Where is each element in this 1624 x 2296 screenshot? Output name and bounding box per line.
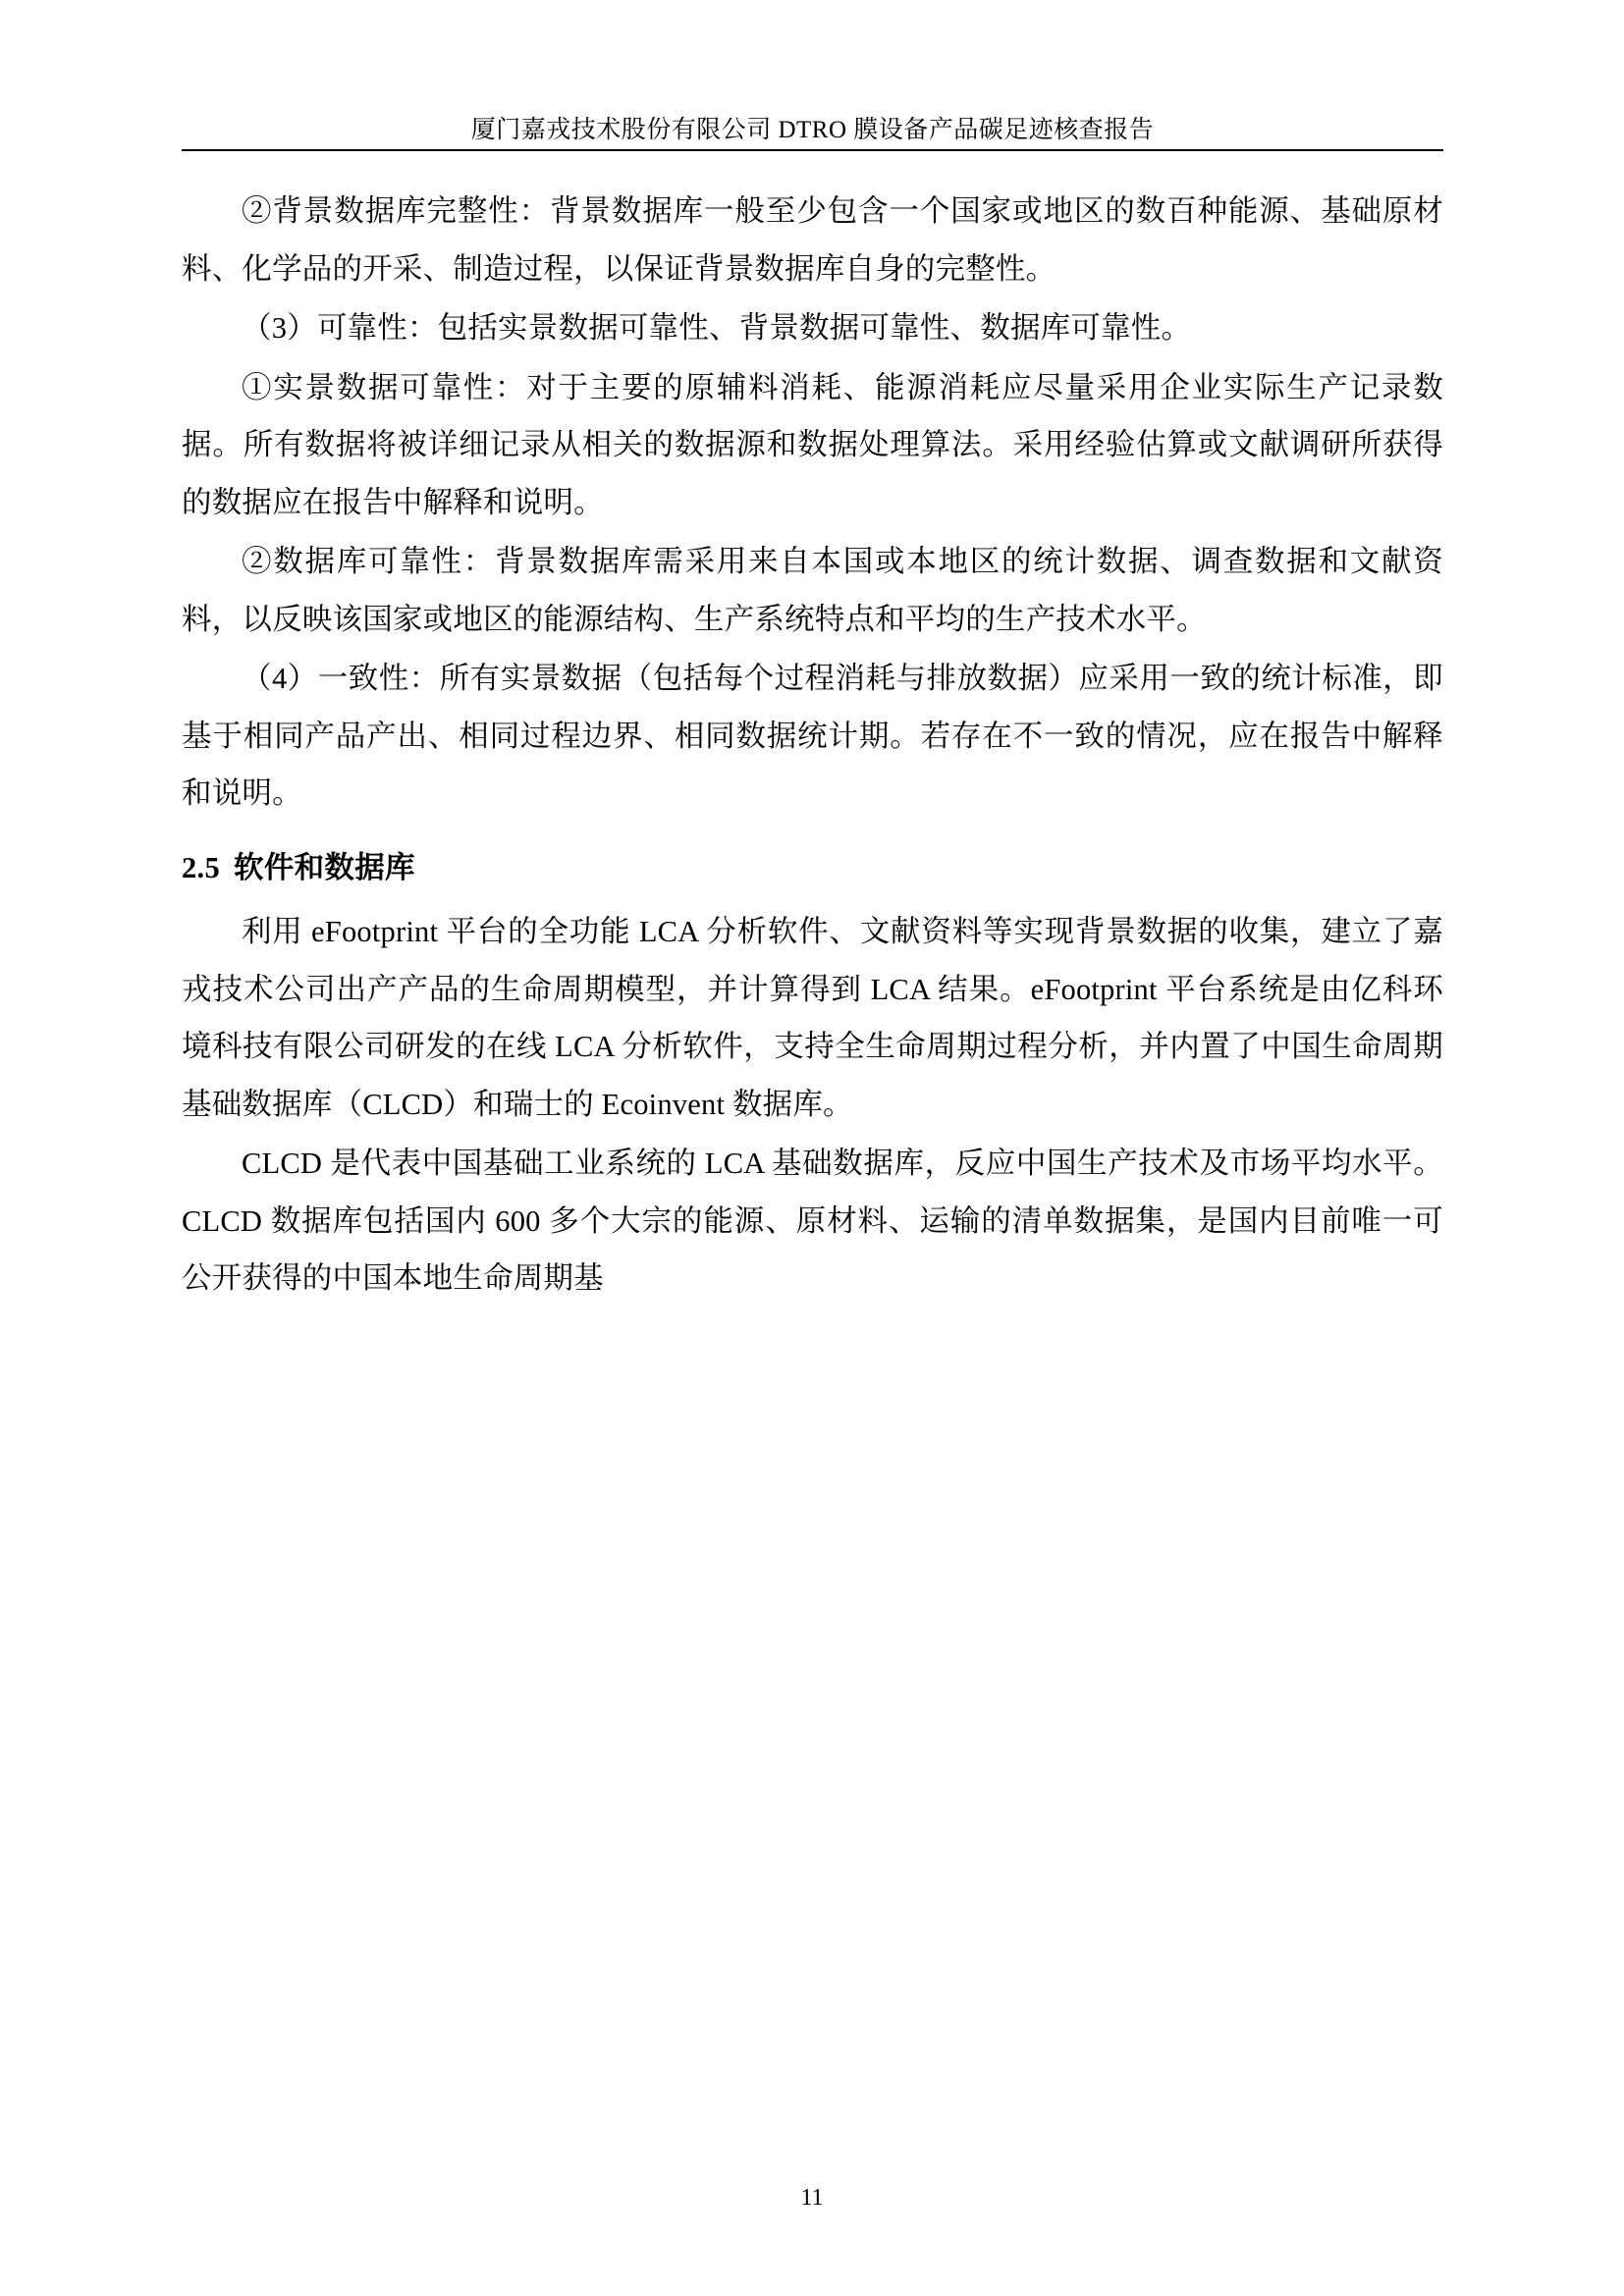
section-paragraph-2: CLCD 是代表中国基础工业系统的 LCA 基础数据库，反应中国生产技术及市场平均水平。CLCD 数据库包括国内 600 多个大宗的能源、原材料、运输的清单数据集，是国内目前唯一可公开获得的中国本地生命周期基 bbox=[182, 1147, 1443, 1296]
page-content bbox=[182, 183, 1443, 1309]
section-number: 2.5 bbox=[182, 851, 221, 885]
paragraph-1: ②背景数据库完整性：背景数据库一般至少包含一个国家或地区的数百种能源、基础原材料、化学品的开采、制造过程，以保证背景数据库自身的完整性。 bbox=[182, 194, 1443, 286]
section-title: 软件和数据库 bbox=[234, 851, 415, 885]
section-heading bbox=[182, 840, 1443, 897]
paragraph-3: ①实景数据可靠性：对于主要的原辅料消耗、能源消耗应尽量采用企业实际生产记录数据。所有数据将被详细记录从相关的数据源和数据处理算法。采用经验估算或文献调研所获得的数据应在报告中解释和说明。 bbox=[182, 370, 1443, 519]
paragraph-2: （3）可靠性：包括实景数据可靠性、背景数据可靠性、数据库可靠性。 bbox=[242, 311, 1192, 346]
paragraph-4: ②数据库可靠性：背景数据库需采用来自本国或本地区的统计数据、调查数据和文献资料，以反映该国家或地区的能源结构、生产系统特点和平均的生产技术水平。 bbox=[182, 545, 1443, 636]
section-paragraph-1: 利用 eFootprint 平台的全功能 LCA 分析软件、文献资料等实现背景数据的收集，建立了嘉戎技术公司出产产品的生命周期模型，并计算得到 LCA 结果。eFootprint 平台系统是由亿科环境科技有限公司研发的在线 LCA 分析软件，支持全生命周期过程分析，并内置了中国生命周期基础数据库（CLCD）和瑞士的 Ecoinvent 数据库。 bbox=[182, 914, 1443, 1121]
page-number: 11 bbox=[800, 2185, 824, 2211]
page-header-title: 厦门嘉戎技术股份有限公司 DTRO 膜设备产品碳足迹核查报告 bbox=[470, 117, 1155, 143]
paragraph-5: （4）一致性：所有实景数据（包括每个过程消耗与排放数据）应采用一致的统计标准，即基于相同产品产出、相同过程边界、相同数据统计期。若存在不一致的情况，应在报告中解释和说明。 bbox=[182, 662, 1443, 811]
header-divider bbox=[182, 149, 1443, 151]
